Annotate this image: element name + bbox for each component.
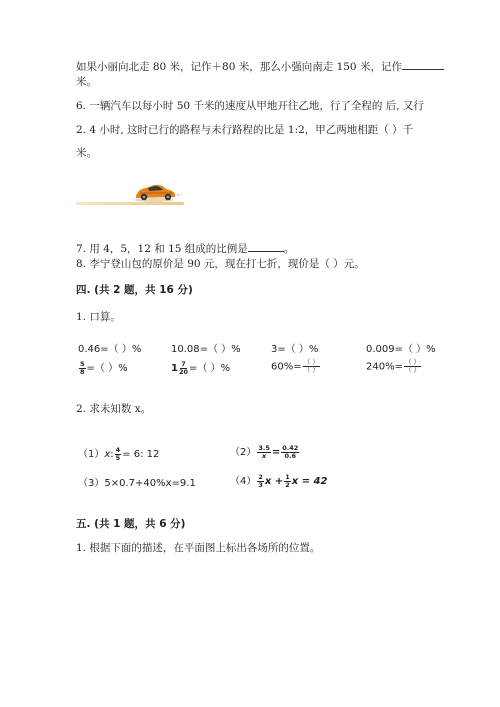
oral-r2c2: 1 $\frac{7}{20}$ =（ ）% [171, 359, 231, 376]
fraction: $\frac{3.5}{x}$ [258, 443, 270, 460]
car-icon [132, 181, 184, 207]
equation-3: （3）5×0.7+40%x=9.1 [78, 478, 196, 489]
solve-x-title: 2. 求未知数 x。 [76, 403, 152, 415]
fraction: $\frac{4}{5}$ [115, 445, 121, 462]
fraction: $\frac{2}{3}$ [258, 472, 263, 489]
fraction: $\frac{7}{20}$ [178, 359, 189, 376]
equation-1: （1）x: $\frac{4}{5}$ = 6: 12 [78, 445, 160, 462]
question-6-line-2: 2. 4 小时, 这时已行的路程与未行路程的比是 1:2，甲乙两地相距（ ）千 [76, 124, 414, 136]
oral-r2c1: $\frac{5}{8}$ =（ ）% [80, 359, 128, 376]
section-5-heading: 五. (共 1 题，共 6 分) [76, 518, 186, 530]
equation-2: （2） $\frac{3.5}{x}$ = $\frac{0.42}{0.6}$ [230, 443, 299, 460]
question-5-line-2: 米。 [76, 76, 97, 88]
oral-r2c3: 60%= $\frac{( )}{( )}$ [271, 358, 319, 374]
question-map: 1. 根据下面的描述，在平面图上标出各场所的位置。 [76, 542, 321, 554]
fraction: $\frac{0.42}{0.6}$ [282, 443, 299, 460]
question-6-line-3: 米。 [76, 147, 97, 159]
fraction: $\frac{1}{2}$ [285, 472, 290, 489]
fraction-blank[interactable]: $\frac{( )}{( )}$ [303, 358, 319, 374]
oral-r1c3: 3=（ ）% [271, 344, 319, 355]
oral-r1c4: 0.009=（ ）% [366, 344, 436, 355]
oral-r1c2: 10.08=（ ）% [171, 344, 241, 355]
equation-4: （4） $\frac{2}{3}$ x + $\frac{1}{2}$ x = 42 [230, 472, 328, 489]
question-6-line-1: 6. 一辆汽车以每小时 50 千米的速度从甲地开往乙地，行了全程的 后, 又行 [76, 100, 424, 112]
fraction: $\frac{5}{8}$ [80, 359, 85, 376]
question-5-line-1: 如果小丽向北走 80 米，记作＋80 米，那么小强向南走 150 米，记作 [76, 60, 444, 74]
oral-r1c1: 0.46=（ ）% [78, 344, 142, 355]
section-4-heading: 四. (共 2 题，共 16 分) [76, 284, 193, 296]
answer-blank[interactable] [248, 242, 284, 252]
answer-blank[interactable] [402, 60, 444, 70]
question-7: 7. 用 4，5，12 和 15 组成的比例是 。 [76, 243, 295, 255]
oral-calc-title: 1. 口算。 [76, 311, 121, 323]
oral-r2c4: 240%= $\frac{( )}{( )}$ [366, 358, 421, 374]
question-8: 8. 李宁登山包的原价是 90 元，现在打七折，现价是（ ）元。 [76, 258, 365, 270]
fraction-blank[interactable]: $\frac{( )}{( )}$ [404, 358, 421, 374]
